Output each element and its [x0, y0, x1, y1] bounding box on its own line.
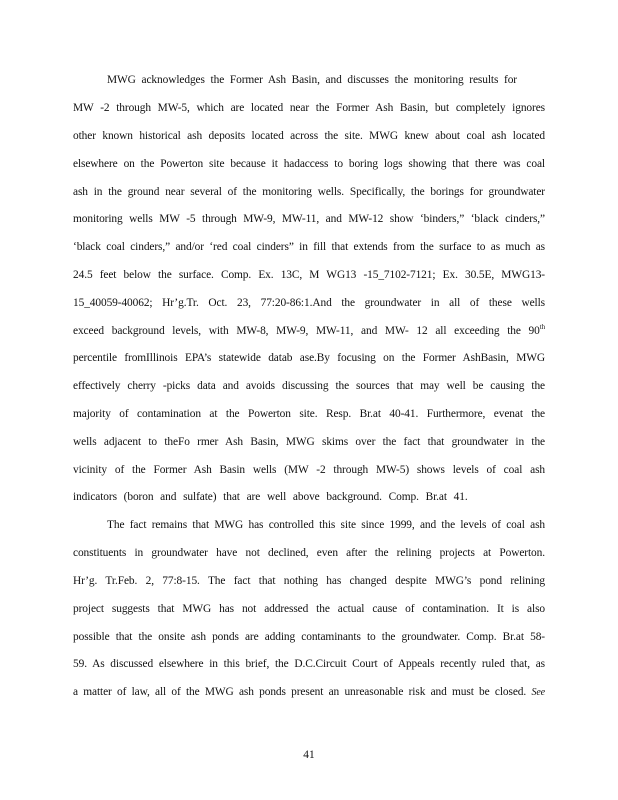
p2-line-6: 59. As discussed elsewhere in this brief, the D.C.Circuit Court of Appeals recently ruled that, as: [73, 658, 545, 670]
p1-line-14: wells adjacent to theFo rmer Ash Basin, MWG skims over the fact that groundwater in the: [73, 436, 545, 448]
p2-line-1: The fact remains that MWG has controlled this site since 1999, and the levels of coal ash: [107, 519, 545, 531]
p2-line-5: possible that the onsite ash ponds are adding contaminants to the groundwater. Comp. Br.at 58-: [73, 631, 545, 643]
superscript-th: th: [539, 323, 545, 331]
p1-line-2: MW -2 through MW-5, which are located near the Former Ash Basin, but completely ignores: [73, 102, 545, 114]
p1-line-7: ‘black coal cinders,” and/or ‘red coal cinders” in fill that extends from the surface to as much as: [73, 241, 545, 253]
p2-line-7: [73, 685, 545, 700]
p1-line-8: 24.5 feet below the surface. Comp. Ex. 13C, M WG13 -15_7102-7121; Ex. 30.5E, MWG13-: [73, 269, 545, 281]
page-number: 41: [303, 749, 315, 761]
p1-line-5: ash in the ground near several of the monitoring wells. Specifically, the borings for groundwater: [73, 186, 545, 198]
p1-line-15: vicinity of the Former Ash Basin wells (MW -2 through MW-5) shows levels of coal ash: [73, 464, 545, 476]
p1-line-9: 15_40059-40062; Hr’g.Tr. Oct. 23, 77:20-86:1.And the groundwater in all of these wells: [73, 297, 545, 309]
p1-line-16: indicators (boron and sulfate) that are well above background. Comp. Br.at 41.: [73, 491, 468, 503]
p1-line-10-text: exceed background levels, with MW-8, MW-9, MW-11, and MW- 12 all exceeding the 90: [73, 325, 540, 337]
p1-line-10: [73, 324, 545, 338]
p2-line-7-text: a matter of law, all of the MWG ash ponds present an unreasonable risk and must be closed.: [73, 686, 527, 698]
see-signal: See: [531, 687, 546, 698]
p1-line-12: effectively cherry -picks data and avoids discussing the sources that may well be causing the: [73, 380, 545, 392]
p1-line-4: elsewhere on the Powerton site because it hadaccess to boring logs showing that there was coal: [73, 158, 545, 170]
p1-line-13: majority of contamination at the Powerton site. Resp. Br.at 40-41. Furthermore, evenat the: [73, 408, 545, 420]
p1-line-11: percentile fromIllinois EPA’s statewide datab ase.By focusing on the Former AshBasin, MWG: [73, 352, 545, 364]
p2-line-2: constituents in groundwater have not declined, even after the relining projects at Powerton.: [73, 547, 545, 559]
p1-line-6: monitoring wells MW -5 through MW-9, MW-11, and MW-12 show ‘binders,” ‘black cinders,”: [73, 213, 545, 225]
p1-line-1: MWG acknowledges the Former Ash Basin, and discusses the monitoring results for: [107, 74, 517, 86]
p2-line-3: Hr’g. Tr.Feb. 2, 77:8-15. The fact that nothing has changed despite MWG’s pond relining: [73, 575, 545, 587]
p2-line-4: project suggests that MWG has not addressed the actual cause of contamination. It is also: [73, 603, 545, 615]
p1-line-3: other known historical ash deposits located across the site. MWG knew about coal ash located: [73, 130, 545, 142]
